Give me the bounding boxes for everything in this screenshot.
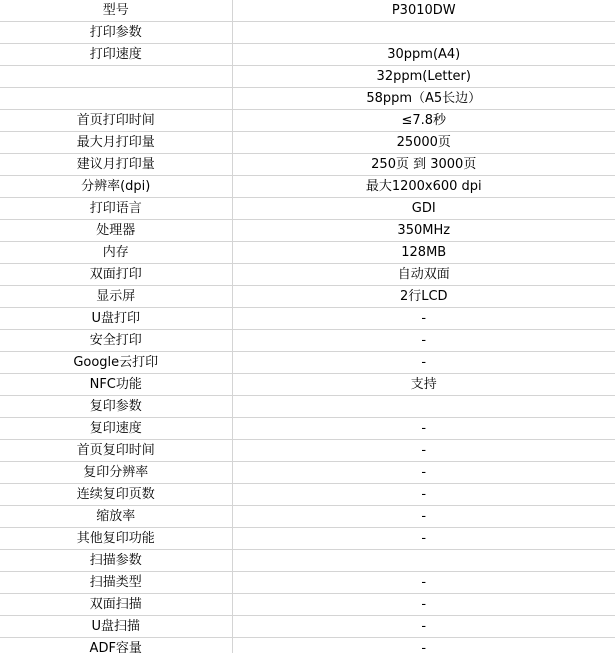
spec-value-cell[interactable]: - — [232, 484, 615, 506]
spec-value-cell[interactable]: - — [232, 572, 615, 594]
spec-label-cell[interactable]: 分辨率(dpi) — [0, 176, 232, 198]
table-row — [0, 22, 615, 44]
spec-value-cell[interactable]: 350MHz — [232, 220, 615, 242]
spec-value-cell[interactable]: - — [232, 462, 615, 484]
spec-value-cell[interactable]: 58ppm（A5长边） — [232, 88, 615, 110]
spec-value-cell[interactable]: 128MB — [232, 242, 615, 264]
spec-label-cell[interactable]: 缩放率 — [0, 506, 232, 528]
table-row — [0, 418, 615, 440]
spec-value-cell[interactable]: - — [232, 616, 615, 638]
table-row — [0, 132, 615, 154]
table-row — [0, 528, 615, 550]
spec-label-cell[interactable]: 首页打印时间 — [0, 110, 232, 132]
spec-value-cell[interactable]: 2行LCD — [232, 286, 615, 308]
table-row — [0, 88, 615, 110]
spec-label-cell[interactable]: 处理器 — [0, 220, 232, 242]
table-row — [0, 154, 615, 176]
spec-value-cell[interactable]: - — [232, 418, 615, 440]
table-row — [0, 220, 615, 242]
spec-label-cell[interactable]: 其他复印功能 — [0, 528, 232, 550]
table-row — [0, 286, 615, 308]
table-row — [0, 462, 615, 484]
spec-value-cell[interactable]: 25000页 — [232, 132, 615, 154]
table-row — [0, 66, 615, 88]
spec-label-cell[interactable]: Google云打印 — [0, 352, 232, 374]
spec-label-cell[interactable]: U盘打印 — [0, 308, 232, 330]
table-row — [0, 506, 615, 528]
spec-value-cell[interactable]: GDI — [232, 198, 615, 220]
table-row — [0, 440, 615, 462]
table-row — [0, 572, 615, 594]
spec-value-cell[interactable]: 自动双面 — [232, 264, 615, 286]
table-row — [0, 374, 615, 396]
table-row — [0, 550, 615, 572]
spec-label-cell[interactable]: 建议月打印量 — [0, 154, 232, 176]
spec-label-cell[interactable] — [0, 66, 232, 88]
spec-value-cell[interactable]: - — [232, 352, 615, 374]
spec-value-cell[interactable]: 支持 — [232, 374, 615, 396]
spec-label-cell[interactable]: 复印分辨率 — [0, 462, 232, 484]
spec-label-cell[interactable]: 显示屏 — [0, 286, 232, 308]
spec-label-cell[interactable]: 最大月打印量 — [0, 132, 232, 154]
spec-value-cell[interactable]: 250页 到 3000页 — [232, 154, 615, 176]
table-row — [0, 242, 615, 264]
table-row — [0, 110, 615, 132]
spec-value-cell[interactable]: ≤7.8秒 — [232, 110, 615, 132]
spec-value-cell[interactable]: 30ppm(A4) — [232, 44, 615, 66]
table-row — [0, 330, 615, 352]
table-row — [0, 484, 615, 506]
spec-label-cell[interactable]: NFC功能 — [0, 374, 232, 396]
table-row — [0, 308, 615, 330]
table-row — [0, 176, 615, 198]
spec-label-cell[interactable]: 双面扫描 — [0, 594, 232, 616]
spec-label-cell[interactable]: 复印速度 — [0, 418, 232, 440]
spec-label-cell[interactable]: 连续复印页数 — [0, 484, 232, 506]
spec-label-cell[interactable]: 首页复印时间 — [0, 440, 232, 462]
table-row — [0, 616, 615, 638]
spec-value-cell[interactable]: 最大1200x600 dpi — [232, 176, 615, 198]
spec-label-cell[interactable]: 双面打印 — [0, 264, 232, 286]
spec-value-cell[interactable]: 32ppm(Letter) — [232, 66, 615, 88]
spec-value-cell[interactable] — [232, 22, 615, 44]
table-row — [0, 0, 615, 22]
spec-label-cell[interactable]: 内存 — [0, 242, 232, 264]
table-row — [0, 352, 615, 374]
spec-value-cell[interactable]: P3010DW — [232, 0, 615, 22]
table-row — [0, 264, 615, 286]
table-row — [0, 44, 615, 66]
spec-value-cell[interactable]: - — [232, 506, 615, 528]
table-row — [0, 396, 615, 418]
spec-label-cell[interactable]: ADF容量 — [0, 638, 232, 653]
spec-label-cell[interactable]: 复印参数 — [0, 396, 232, 418]
table-row — [0, 594, 615, 616]
spec-label-cell[interactable]: U盘扫描 — [0, 616, 232, 638]
spec-label-cell[interactable]: 打印语言 — [0, 198, 232, 220]
table-row — [0, 198, 615, 220]
spec-value-cell[interactable] — [232, 550, 615, 572]
table-row — [0, 638, 615, 653]
spec-value-cell[interactable]: - — [232, 638, 615, 653]
spec-label-cell[interactable]: 扫描参数 — [0, 550, 232, 572]
spec-value-cell[interactable]: - — [232, 308, 615, 330]
spec-value-cell[interactable]: - — [232, 594, 615, 616]
spec-label-cell[interactable]: 扫描类型 — [0, 572, 232, 594]
spec-label-cell[interactable] — [0, 88, 232, 110]
spec-label-cell[interactable]: 打印参数 — [0, 22, 232, 44]
spec-label-cell[interactable]: 打印速度 — [0, 44, 232, 66]
spec-value-cell[interactable]: - — [232, 440, 615, 462]
spec-label-cell[interactable]: 型号 — [0, 0, 232, 22]
spec-value-cell[interactable]: - — [232, 528, 615, 550]
spec-value-cell[interactable]: - — [232, 330, 615, 352]
spec-label-cell[interactable]: 安全打印 — [0, 330, 232, 352]
spec-value-cell[interactable] — [232, 396, 615, 418]
